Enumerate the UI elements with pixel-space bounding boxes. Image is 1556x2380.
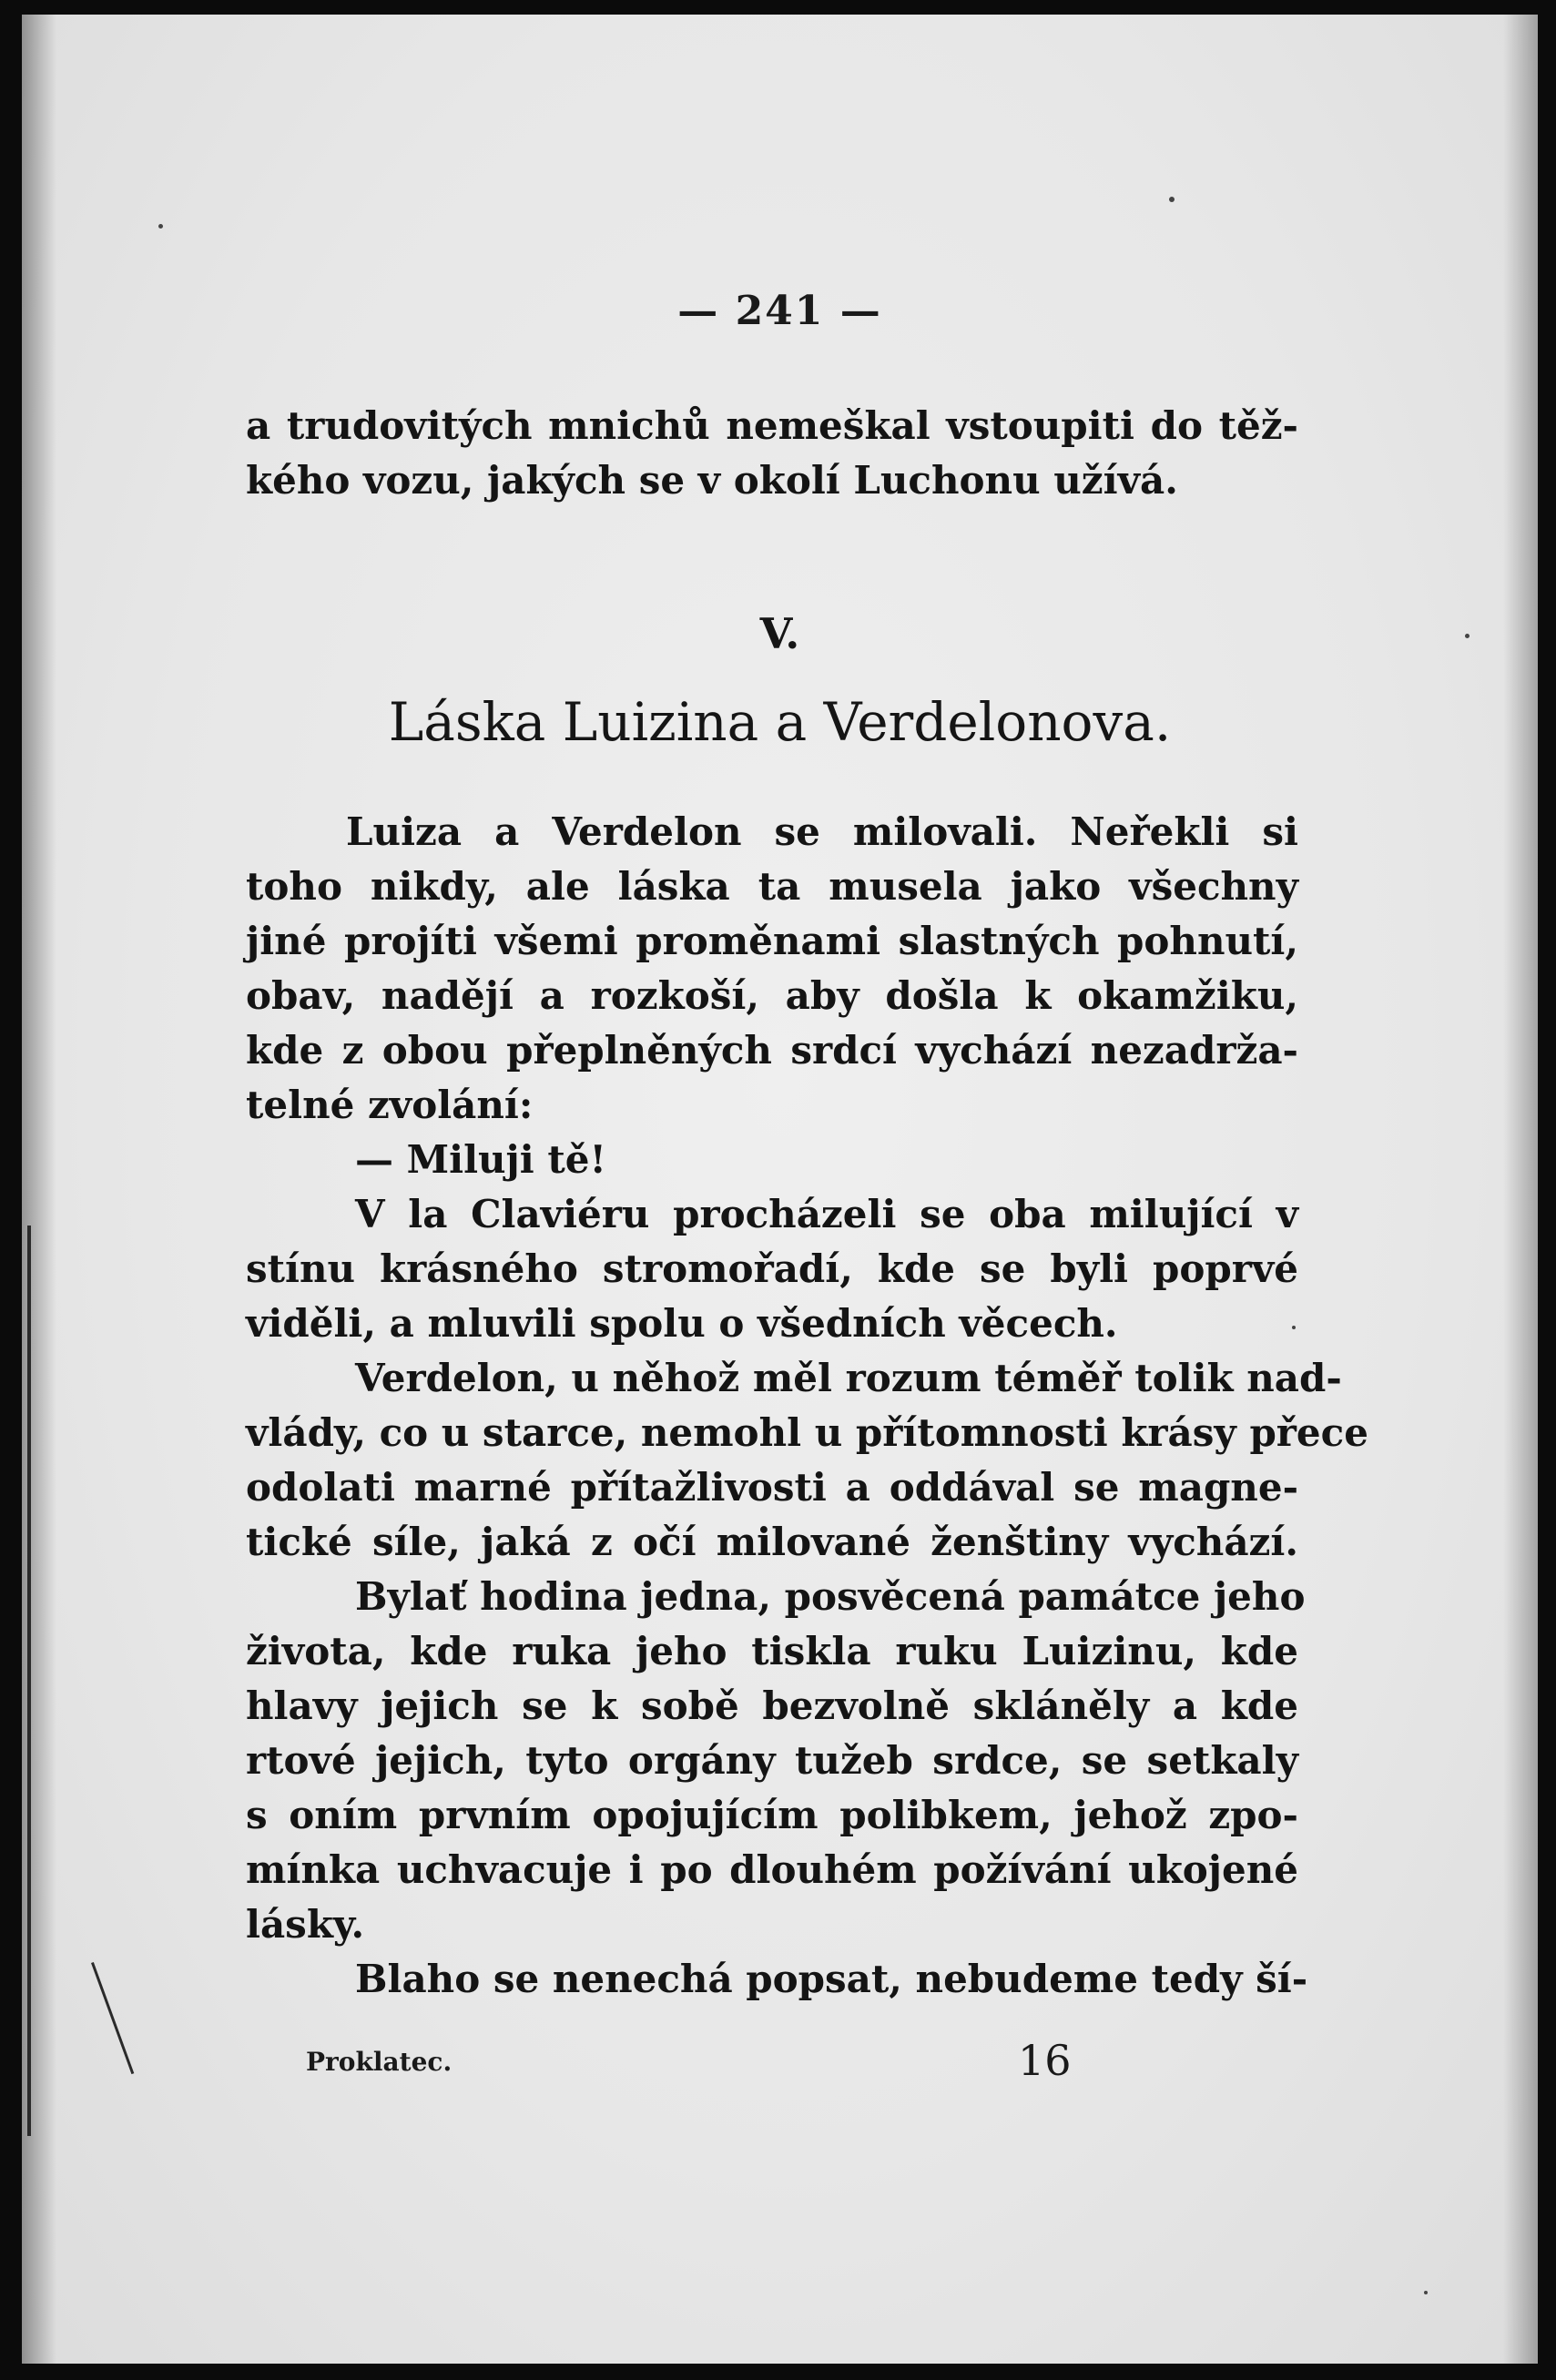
text-line: obav, nadějí a rozkoší, aby došla k okamžiku,: [246, 973, 1298, 1018]
page-footer: [306, 2036, 1125, 2090]
page-number: — 241 —: [677, 288, 882, 334]
text-line: tické síle, jaká z očí milované ženštiny vychází.: [246, 1520, 1298, 1564]
text-line: jiné projíti všemi proměnami slastných pohnutí,: [246, 919, 1298, 963]
dust-speck: [158, 224, 163, 229]
text-line: Verdelon, u něhož měl rozum téměř tolik nad-: [355, 1356, 1342, 1400]
text-line: lásky.: [246, 1902, 365, 1947]
text-line: odolati marné přítažlivosti a oddával se magne-: [246, 1465, 1298, 1510]
text-line: viděli, a mluvili spolu o všedních věcech.: [246, 1301, 1118, 1346]
signature-mark: Proklatec.: [306, 2047, 453, 2077]
text-line: vlády, co u starce, nemohl u přítomnosti krásy přece: [246, 1410, 1368, 1455]
text-line: hlavy jejich se k sobě bezvolně skláněly a kde: [246, 1683, 1298, 1728]
sheet-number: 16: [1018, 2036, 1072, 2085]
paper-sheet: [22, 15, 1538, 2364]
scratch-mark: [91, 1962, 134, 2074]
text-line: kde z obou přeplněných srdcí vychází nezadrža-: [246, 1028, 1298, 1073]
text-line: mínka uchvacuje i po dlouhém požívání ukojené: [246, 1847, 1298, 1892]
text-line: rtové jejich, tyto orgány tužeb srdce, se setkaly: [246, 1738, 1298, 1783]
text-line: telné zvolání:: [246, 1083, 534, 1127]
continuation-text: [246, 399, 1298, 508]
text-line: toho nikdy, ale láska ta musela jako všechny: [246, 864, 1298, 909]
chapter-number: V.: [759, 609, 800, 658]
text-line: s oním prvním opojujícím polibkem, jehož zpo-: [246, 1793, 1298, 1837]
text-line: Blaho se nenechá popsat, nebudeme tedy ší-: [355, 1957, 1308, 2001]
text-line: stínu krásného stromořadí, kde se byli poprvé: [246, 1246, 1298, 1291]
text-line: kého vozu, jakých se v okolí Luchonu užívá.: [246, 458, 1178, 503]
left-edge-line: [27, 1226, 31, 2136]
text-line: V la Claviéru procházeli se oba milující v: [355, 1192, 1298, 1236]
right-edge-shadow: [1503, 15, 1538, 2364]
text-line: a trudovitých mnichů nemeškal vstoupiti do těž-: [246, 403, 1298, 448]
text-line: života, kde ruka jeho tiskla ruku Luizinu, kde: [246, 1629, 1298, 1673]
text-line: Bylať hodina jedna, posvěcená památce jeho: [355, 1574, 1306, 1619]
text-line: — Miluji tě!: [355, 1137, 606, 1182]
dust-speck: [1169, 197, 1175, 202]
dust-speck: [1424, 2291, 1428, 2294]
dust-speck: [1292, 1326, 1296, 1329]
body-text: [246, 805, 1368, 2007]
chapter-title: Láska Luizina a Verdelonova.: [388, 691, 1172, 753]
text-line: Luiza a Verdelon se milovali. Neřekli si: [346, 809, 1298, 854]
dust-speck: [1465, 634, 1470, 638]
